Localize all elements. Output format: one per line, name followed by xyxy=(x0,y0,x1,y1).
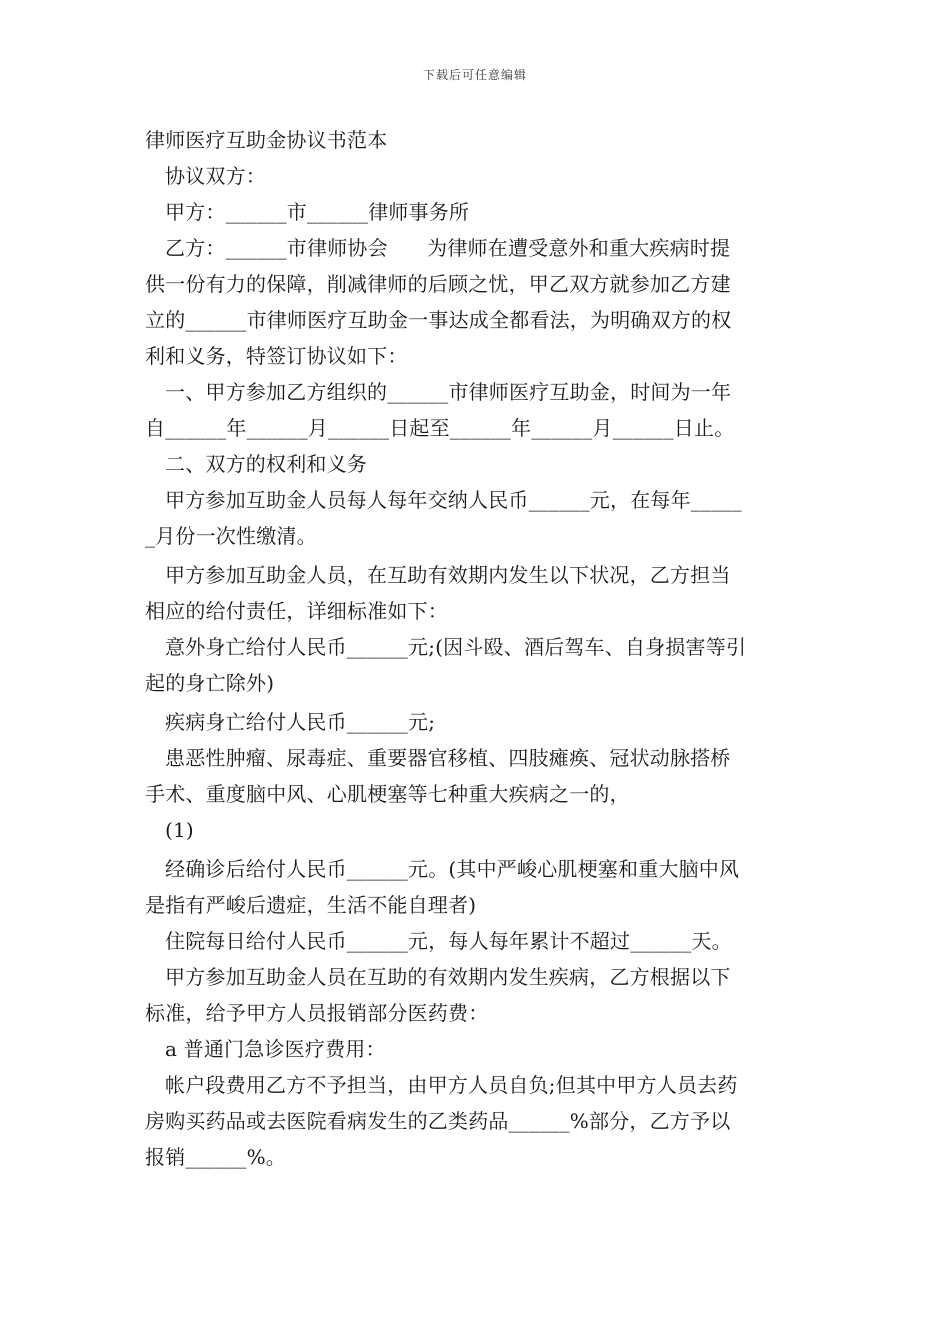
paragraph-line: 起的身亡除外) xyxy=(145,671,275,695)
paragraph-line: 相应的给付责任，详细标准如下： xyxy=(145,599,448,623)
paragraph-line: 立的______市律师医疗互助金一事达成全都看法，为明确双方的权 xyxy=(145,308,732,332)
paragraph-line: a 普通门急诊医疗费用： xyxy=(165,1037,386,1061)
paragraph-line: 患恶性肿瘤、尿毒症、重要器官移植、四肢瘫痪、冠状动脉搭桥 xyxy=(165,746,731,770)
paragraph-line: _月份一次性缴清。 xyxy=(145,524,317,548)
paragraph-line: 甲方参加互助金人员每人每年交纳人民币______元，在每年_____ xyxy=(165,488,742,512)
paragraph-line: 甲方参加互助金人员，在互助有效期内发生以下状况，乙方担当 xyxy=(165,563,731,587)
paragraph-line: 意外身亡给付人民币______元;(因斗殴、酒后驾车、自身损害等引 xyxy=(165,635,747,659)
paragraph-line: 自______年______月______日起至______年______月______日止。 xyxy=(145,416,735,440)
paragraph-line: 手术、重度脑中风、心肌梗塞等七种重大疾病之一的， xyxy=(145,782,630,806)
paragraph-line: 乙方：______市律师协会 为律师在遭受意外和重大疾病时提 xyxy=(165,236,731,260)
section-heading: 二、双方的权利和义务 xyxy=(165,452,367,476)
paragraph-line: 甲方参加互助金人员在互助的有效期内发生疾病，乙方根据以下 xyxy=(165,965,731,989)
paragraph-line: 疾病身亡给付人民币______元; xyxy=(165,710,436,734)
paragraph-line: 经确诊后给付人民币______元。(其中严峻心肌梗塞和重大脑中风 xyxy=(165,857,740,881)
paragraph-line: 甲方：______市______律师事务所 xyxy=(165,200,470,224)
paragraph-line: 供一份有力的保障，削减律师的后顾之忧，甲乙双方就参加乙方建 xyxy=(145,272,731,296)
paragraph-line: 报销______%。 xyxy=(145,1145,287,1169)
document-title: 律师医疗互助金协议书范本 xyxy=(145,128,388,152)
paragraph-line: 利和义务，特签订协议如下： xyxy=(145,344,408,368)
paragraph-line: 帐户段费用乙方不予担当，由甲方人员自负;但其中甲方人员去药 xyxy=(165,1073,738,1097)
paragraph-line: 房购买药品或去医院看病发生的乙类药品______%部分，乙方予以 xyxy=(145,1109,731,1133)
document-body xyxy=(145,122,810,1175)
page-header: 下载后可任意编辑 xyxy=(422,68,527,82)
paragraph-line: 是指有严峻后遗症，生活不能自理者) xyxy=(145,893,477,917)
paragraph-line: 一、甲方参加乙方组织的______市律师医疗互助金，时间为一年 xyxy=(165,380,732,404)
paragraph-line: 住院每日给付人民币______元，每人每年累计不超过______天。 xyxy=(165,929,732,953)
paragraph-line: 标准，给予甲方人员报销部分医药费： xyxy=(145,1001,489,1025)
paragraph-line: (1) xyxy=(165,818,194,842)
paragraph-line: 协议双方： xyxy=(165,164,266,188)
